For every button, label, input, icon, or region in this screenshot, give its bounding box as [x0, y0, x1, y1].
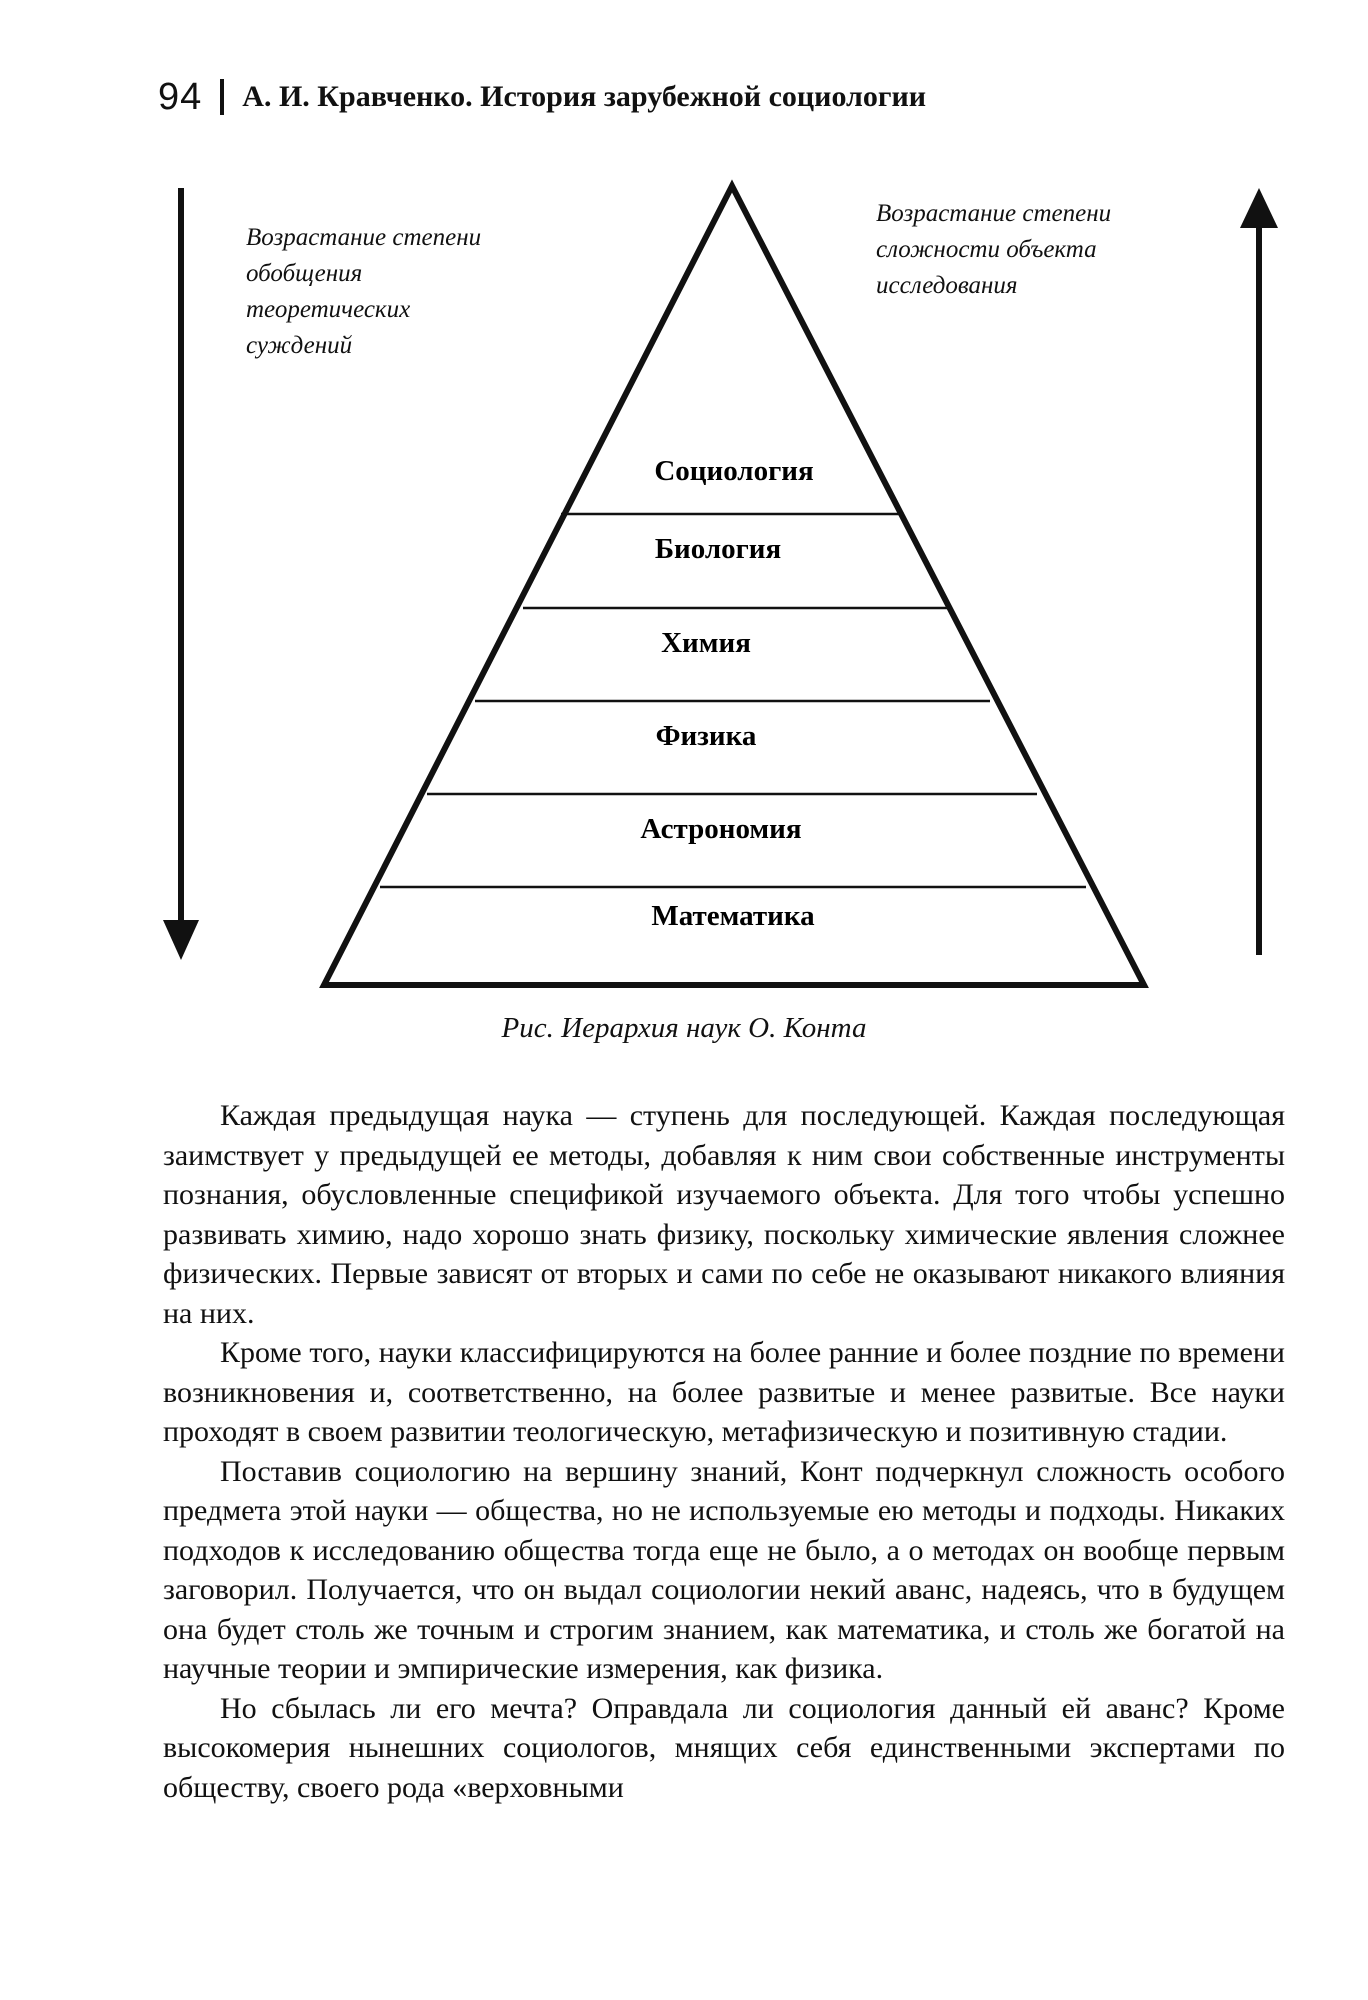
- complexity-note: Возрастание степени сложности объекта исследования: [876, 200, 1112, 299]
- page-number: 94: [158, 75, 203, 118]
- level-label-physics: Физика: [655, 720, 757, 752]
- level-label-sociology: Социология: [654, 455, 814, 487]
- level-label-mathematics: Математика: [651, 900, 815, 932]
- paragraph: Но сбылась ли его мечта? Оправдала ли социология данный ей аванс? Кроме высокомерия нынешних социологов, мнящих себя единственными экспертами по обществу, своего рода «верховными: [163, 1691, 1285, 1804]
- paragraph: Каждая предыдущая наука — ступень для последующей. Каждая последующая заимствует у предыдущей ее методы, добавляя к ним свои собственные инструменты познания, обусловленные спецификой изучаемого объекта. Для того чтобы успешно развивать химию, надо хорошо знать физику, поскольку химические явления сложнее физических. Первые зависят от вторых и сами по себе не оказывают никакого влияния на них.: [163, 1099, 1285, 1330]
- generalization-note: Возрастание степени обобщения теоретических суждений: [246, 224, 482, 359]
- level-label-chemistry: Химия: [661, 627, 751, 659]
- body-text: [163, 1096, 1285, 1807]
- figure-caption: Рис. Иерархия наук О. Конта: [501, 1012, 867, 1044]
- paragraph: Поставив социологию на вершину знаний, Конт подчеркнул сложность особого предмета этой науки — общества, но не используемые ею методы и подходы. Никаких подходов к исследованию общества тогда еще не было, а о методах он вообще первым заговорил. Получается, что он выдал социологии некий аванс, надеясь, что в будущем она будет столь же точным и строгим знанием, как математика, и столь же богатой на научные теории и эмпирические измерения, как физика.: [163, 1454, 1285, 1685]
- level-label-astronomy: Астрономия: [640, 813, 802, 845]
- running-head-title: А. И. Кравченко. История зарубежной социологии: [242, 80, 927, 113]
- level-label-biology: Биология: [654, 533, 782, 565]
- paragraph: Кроме того, науки классифицируются на более ранние и более поздние по времени возникновения и, соответственно, на более развитые и менее развитые. Все науки проходят в своем развитии теологическую, метафизическую и позитивную стадии.: [163, 1336, 1285, 1448]
- down-arrow-icon: [163, 188, 199, 960]
- up-arrow-icon: [1240, 188, 1278, 955]
